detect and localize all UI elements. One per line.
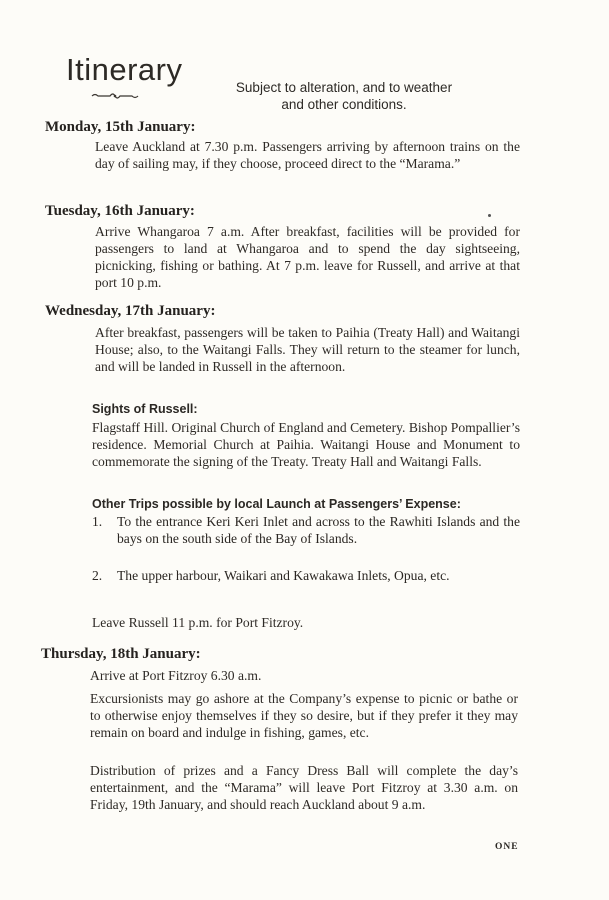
trips-heading: Other Trips possible by local Launch at Passengers’ Expense: <box>92 497 461 511</box>
thursday-distribution-text: Distribution of prizes and a Fancy Dress Ball will complete the day’s entertainment, and the “Marama” will leave Port Fitzroy at 3.30 a.m. on Friday, 19th January, and should reach Auckland about 9 a.m. <box>90 763 518 812</box>
wednesday-heading: Wednesday, 17th January: <box>45 303 216 319</box>
thursday-heading: Thursday, 18th January: <box>41 646 201 662</box>
print-speck <box>488 214 491 217</box>
sights-text: Flagstaff Hill. Original Church of England and Cemetery. Bishop Pompallier’s residence. Memorial Church at Paihia. Waitangi House and Monument to commemorate the signing of the Treaty. Treaty Hall and Waitangi Falls. <box>92 420 520 469</box>
leave-russell-text: Leave Russell 11 p.m. for Port Fitzroy. <box>92 615 304 630</box>
page-number: ONE <box>495 842 519 852</box>
tuesday-heading: Tuesday, 16th January: <box>45 203 195 219</box>
subtitle-line-2: and other conditions. <box>281 97 407 112</box>
page-title: Itinerary <box>66 52 183 87</box>
tuesday-text: Arrive Whangaroa 7 a.m. After breakfast, facilities will be provided for passengers to land at Whangaroa and to spend the day sightseeing, picnicking, fishing or bathing. At 7 p.m. leave for Russell, and arrive at that port 10 p.m. <box>95 224 520 290</box>
ornament-flourish-icon <box>90 91 140 101</box>
wednesday-text: After breakfast, passengers will be taken to Paihia (Treaty Hall) and Waitangi House; also, to the Waitangi Falls. They will return to the steamer for lunch, and will be landed in Russell in the afternoon. <box>95 325 520 374</box>
thursday-arrive-text: Arrive at Port Fitzroy 6.30 a.m. <box>90 668 262 683</box>
sights-heading: Sights of Russell: <box>92 402 198 416</box>
monday-heading: Monday, 15th January: <box>45 119 196 135</box>
subtitle <box>214 79 474 113</box>
subtitle-line-1: Subject to alteration, and to weather <box>235 80 453 95</box>
thursday-excursion-text: Excursionists may go ashore at the Company’s expense to picnic or bathe or to otherwise enjoy themselves if they so desire, but if they prefer it they may remain on board and indulge in fishing, games, etc. <box>90 691 518 740</box>
trip-text: To the entrance Keri Keri Inlet and across to the Rawhiti Islands and the bays on the south side of the Bay of Islands. <box>117 514 520 546</box>
trip-text: The upper harbour, Waikari and Kawakawa Inlets, Opua, etc. <box>117 568 450 583</box>
trip-number: 2. <box>92 568 103 583</box>
trip-number: 1. <box>92 514 103 529</box>
monday-text: Leave Auckland at 7.30 p.m. Passengers arriving by afternoon trains on the day of sailing may, if they choose, proceed direct to the “Marama.” <box>95 139 520 171</box>
